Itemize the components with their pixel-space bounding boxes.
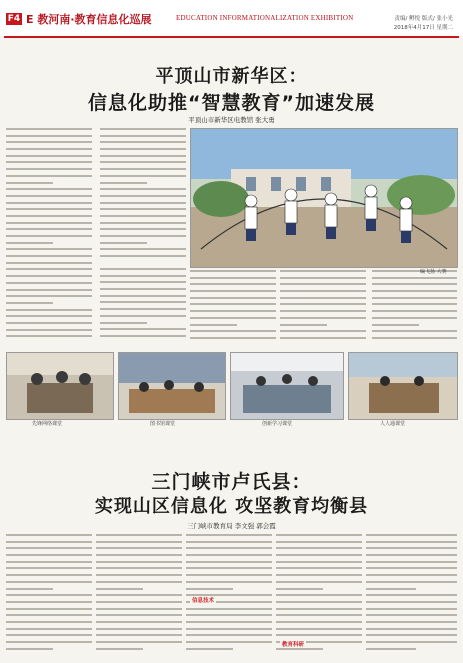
body-text-line — [6, 228, 92, 230]
article1-title-line1: 平顶山市新华区： — [155, 66, 308, 87]
body-text-line — [100, 175, 186, 177]
body-text-line — [190, 277, 276, 279]
body-text-line — [100, 268, 186, 270]
body-text-line — [6, 554, 92, 556]
body-text-line — [186, 534, 272, 536]
body-text-line — [6, 155, 92, 157]
body-text-line — [186, 554, 272, 556]
body-text-line — [100, 281, 186, 283]
body-text-line — [186, 581, 272, 583]
body-text-line — [100, 141, 186, 143]
photo-4-image — [349, 353, 457, 419]
body-text-line — [366, 567, 457, 569]
body-text-line — [96, 614, 182, 616]
body-text-line — [6, 309, 92, 311]
body-text-line — [276, 601, 362, 603]
body-text-line — [190, 297, 276, 299]
article1-byline: 平顶山市新华区电教馆 张大勇 — [188, 116, 275, 124]
body-text-line — [190, 290, 276, 292]
body-text-line — [280, 303, 366, 305]
body-text-line — [96, 621, 182, 623]
body-text-line — [6, 601, 92, 603]
body-text-line — [96, 641, 182, 643]
body-text-line — [96, 601, 182, 603]
body-text-line — [96, 648, 143, 650]
body-text-line — [190, 310, 276, 312]
body-text-line — [276, 547, 362, 549]
page-number-badge: F4 — [7, 14, 21, 24]
body-text-line — [6, 135, 92, 137]
body-text-line — [6, 295, 92, 297]
body-text-line — [366, 641, 457, 643]
body-text-line — [100, 315, 186, 317]
body-text-line — [6, 235, 92, 237]
body-text-line — [190, 337, 276, 339]
body-text-line — [276, 588, 323, 590]
body-text-line — [96, 547, 182, 549]
body-text-line — [6, 168, 92, 170]
body-text-line — [6, 208, 92, 210]
header-rule — [4, 36, 459, 38]
body-text-line — [100, 222, 186, 224]
body-text-line — [6, 282, 92, 284]
body-text-line — [6, 248, 92, 250]
article2-subhead-2: 教育科研 — [282, 642, 305, 648]
body-text-line — [100, 161, 186, 163]
body-text-line — [186, 634, 272, 636]
body-text-line — [276, 567, 362, 569]
body-text-line — [366, 554, 457, 556]
body-text-line — [276, 554, 362, 556]
body-text-line — [280, 310, 366, 312]
body-text-line — [186, 588, 233, 590]
body-text-line — [186, 641, 272, 643]
body-text-line — [276, 621, 362, 623]
article1-column-1 — [6, 128, 92, 348]
body-text-line — [6, 621, 92, 623]
body-text-line — [6, 574, 92, 576]
body-text-line — [6, 534, 92, 536]
body-text-line — [280, 283, 366, 285]
body-text-line — [6, 628, 92, 630]
body-text-line — [96, 567, 182, 569]
body-text-line — [100, 182, 147, 184]
body-text-line — [372, 317, 457, 319]
photo-1 — [6, 352, 114, 420]
body-text-line — [276, 608, 362, 610]
body-text-line — [276, 534, 362, 536]
body-text-line — [366, 594, 457, 596]
body-text-line — [100, 275, 186, 277]
body-text-line — [280, 290, 366, 292]
body-text-line — [190, 270, 276, 272]
body-text-line — [96, 541, 182, 543]
body-text-line — [6, 195, 92, 197]
body-text-line — [96, 574, 182, 576]
body-text-line — [6, 634, 92, 636]
body-text-line — [6, 561, 92, 563]
body-text-line — [372, 303, 457, 305]
article1-title-line2: 信息化助推“智慧教育”加速发展 — [88, 92, 375, 114]
body-text-line — [6, 182, 53, 184]
main-photo-caption: 编飞扬 大赛 — [420, 269, 447, 275]
body-text-line — [186, 608, 272, 610]
body-text-line — [366, 541, 457, 543]
body-text-line — [100, 295, 186, 297]
body-text-line — [100, 335, 186, 337]
article1-column-4 — [190, 270, 276, 348]
body-text-line — [186, 648, 233, 650]
body-text-line — [186, 561, 272, 563]
date-line: 2018年4月17日 星期二 — [393, 25, 453, 31]
body-text-line — [6, 567, 92, 569]
body-text-line — [372, 297, 457, 299]
body-text-line — [372, 277, 457, 279]
body-text-line — [96, 561, 182, 563]
body-text-line — [280, 270, 366, 272]
body-text-line — [366, 601, 457, 603]
body-text-line — [100, 208, 186, 210]
section-subtitle: EDUCATION INFORMATIONALIZATION EXHIBITION — [176, 14, 354, 22]
article2-column-5 — [366, 534, 457, 658]
body-text-line — [280, 317, 366, 319]
body-text-line — [100, 228, 186, 230]
body-text-line — [6, 128, 92, 130]
article1-column-6 — [372, 270, 457, 348]
section-title: E 教河南·教育信息化巡展 — [26, 13, 152, 26]
body-text-line — [100, 235, 186, 237]
body-text-line — [6, 594, 92, 596]
body-text-line — [186, 628, 272, 630]
body-text-line — [6, 641, 92, 643]
body-text-line — [96, 554, 182, 556]
body-text-line — [372, 310, 457, 312]
body-text-line — [366, 614, 457, 616]
body-text-line — [96, 608, 182, 610]
body-text-line — [190, 317, 276, 319]
body-text-line — [280, 337, 366, 339]
body-text-line — [276, 541, 362, 543]
body-text-line — [6, 581, 92, 583]
photo-2-image — [119, 353, 225, 419]
photo-2-caption: 图书馆课堂 — [150, 421, 176, 427]
body-text-line — [6, 188, 92, 190]
body-text-line — [276, 628, 362, 630]
body-text-line — [280, 297, 366, 299]
body-text-line — [100, 195, 186, 197]
body-text-line — [100, 202, 186, 204]
body-text-line — [6, 242, 53, 244]
body-text-line — [100, 188, 186, 190]
body-text-line — [276, 574, 362, 576]
body-text-line — [96, 581, 182, 583]
photo-4 — [348, 352, 458, 420]
body-text-line — [186, 621, 272, 623]
body-text-line — [366, 628, 457, 630]
body-text-line — [6, 614, 92, 616]
photo-4-caption: 人人通课堂 — [380, 421, 406, 427]
body-text-line — [366, 621, 457, 623]
photo-1-caption: 先锋网络课堂 — [32, 421, 63, 427]
article2-byline: 三门峡市教育局 李文强 郭会霞 — [187, 522, 276, 530]
body-text-line — [6, 268, 92, 270]
body-text-line — [100, 242, 147, 244]
body-text-line — [372, 290, 457, 292]
body-text-line — [6, 215, 92, 217]
body-text-line — [366, 648, 416, 650]
page-header — [0, 0, 463, 36]
body-text-line — [190, 330, 276, 332]
body-text-line — [96, 588, 143, 590]
body-text-line — [6, 275, 92, 277]
body-text-line — [366, 581, 457, 583]
body-text-line — [100, 308, 186, 310]
photo-2 — [118, 352, 226, 420]
body-text-line — [96, 634, 182, 636]
body-text-line — [100, 128, 186, 130]
body-text-line — [190, 303, 276, 305]
body-text-line — [100, 135, 186, 137]
body-text-line — [6, 329, 92, 331]
body-text-line — [100, 168, 186, 170]
body-text-line — [372, 324, 419, 326]
body-text-line — [366, 547, 457, 549]
body-text-line — [6, 302, 53, 304]
photo-3-image — [231, 353, 343, 419]
body-text-line — [100, 288, 186, 290]
main-photo-image — [191, 129, 457, 267]
body-text-line — [100, 248, 186, 250]
body-text-line — [6, 148, 92, 150]
body-text-line — [280, 330, 366, 332]
main-photo — [190, 128, 458, 268]
body-text-line — [276, 634, 362, 636]
body-text-line — [276, 581, 362, 583]
body-text-line — [276, 594, 362, 596]
body-text-line — [186, 547, 272, 549]
editors-line: 责编/ 孵悦 版式/ 张小光 — [394, 16, 453, 22]
body-text-line — [96, 534, 182, 536]
body-text-line — [100, 328, 186, 330]
body-text-line — [280, 324, 327, 326]
body-text-line — [6, 255, 92, 257]
body-text-line — [6, 335, 92, 337]
article1-column-2 — [100, 128, 186, 266]
photo-3 — [230, 352, 344, 420]
body-text-line — [6, 289, 92, 291]
body-text-line — [276, 614, 362, 616]
body-text-line — [366, 608, 457, 610]
body-text-line — [100, 155, 186, 157]
body-text-line — [100, 215, 186, 217]
body-text-line — [6, 262, 92, 264]
body-text-line — [372, 283, 457, 285]
body-text-line — [366, 588, 416, 590]
body-text-line — [366, 634, 457, 636]
body-text-line — [366, 561, 457, 563]
body-text-line — [372, 337, 457, 339]
article1-column-3 — [100, 268, 186, 348]
body-text-line — [100, 322, 147, 324]
body-text-line — [6, 222, 92, 224]
body-text-line — [6, 161, 92, 163]
body-text-line — [186, 574, 272, 576]
body-text-line — [186, 567, 272, 569]
body-text-line — [276, 561, 362, 563]
body-text-line — [6, 608, 92, 610]
article2-column-1 — [6, 534, 92, 658]
body-text-line — [6, 648, 53, 650]
body-text-line — [6, 322, 92, 324]
body-text-line — [6, 175, 92, 177]
article2-title-line2: 实现山区信息化 攻坚教育均衡县 — [94, 496, 369, 517]
body-text-line — [186, 541, 272, 543]
article2-subhead-1: 信息技术 — [192, 598, 215, 604]
body-text-line — [186, 614, 272, 616]
body-text-line — [280, 277, 366, 279]
body-text-line — [366, 534, 457, 536]
article1-column-5 — [280, 270, 366, 348]
body-text-line — [96, 628, 182, 630]
photo-3-caption: 创新学习课堂 — [262, 421, 293, 427]
body-text-line — [366, 574, 457, 576]
body-text-line — [96, 594, 182, 596]
photo-1-image — [7, 353, 113, 419]
body-text-line — [190, 283, 276, 285]
article2-title-line1: 三门峡市卢氏县： — [151, 471, 312, 493]
body-text-line — [100, 301, 186, 303]
body-text-line — [6, 588, 53, 590]
body-text-line — [372, 330, 457, 332]
body-text-line — [100, 148, 186, 150]
body-text-line — [6, 547, 92, 549]
article2-column-2 — [96, 534, 182, 658]
body-text-line — [100, 255, 186, 257]
body-text-line — [190, 324, 237, 326]
body-text-line — [6, 315, 92, 317]
body-text-line — [6, 202, 92, 204]
body-text-line — [6, 541, 92, 543]
body-text-line — [6, 141, 92, 143]
